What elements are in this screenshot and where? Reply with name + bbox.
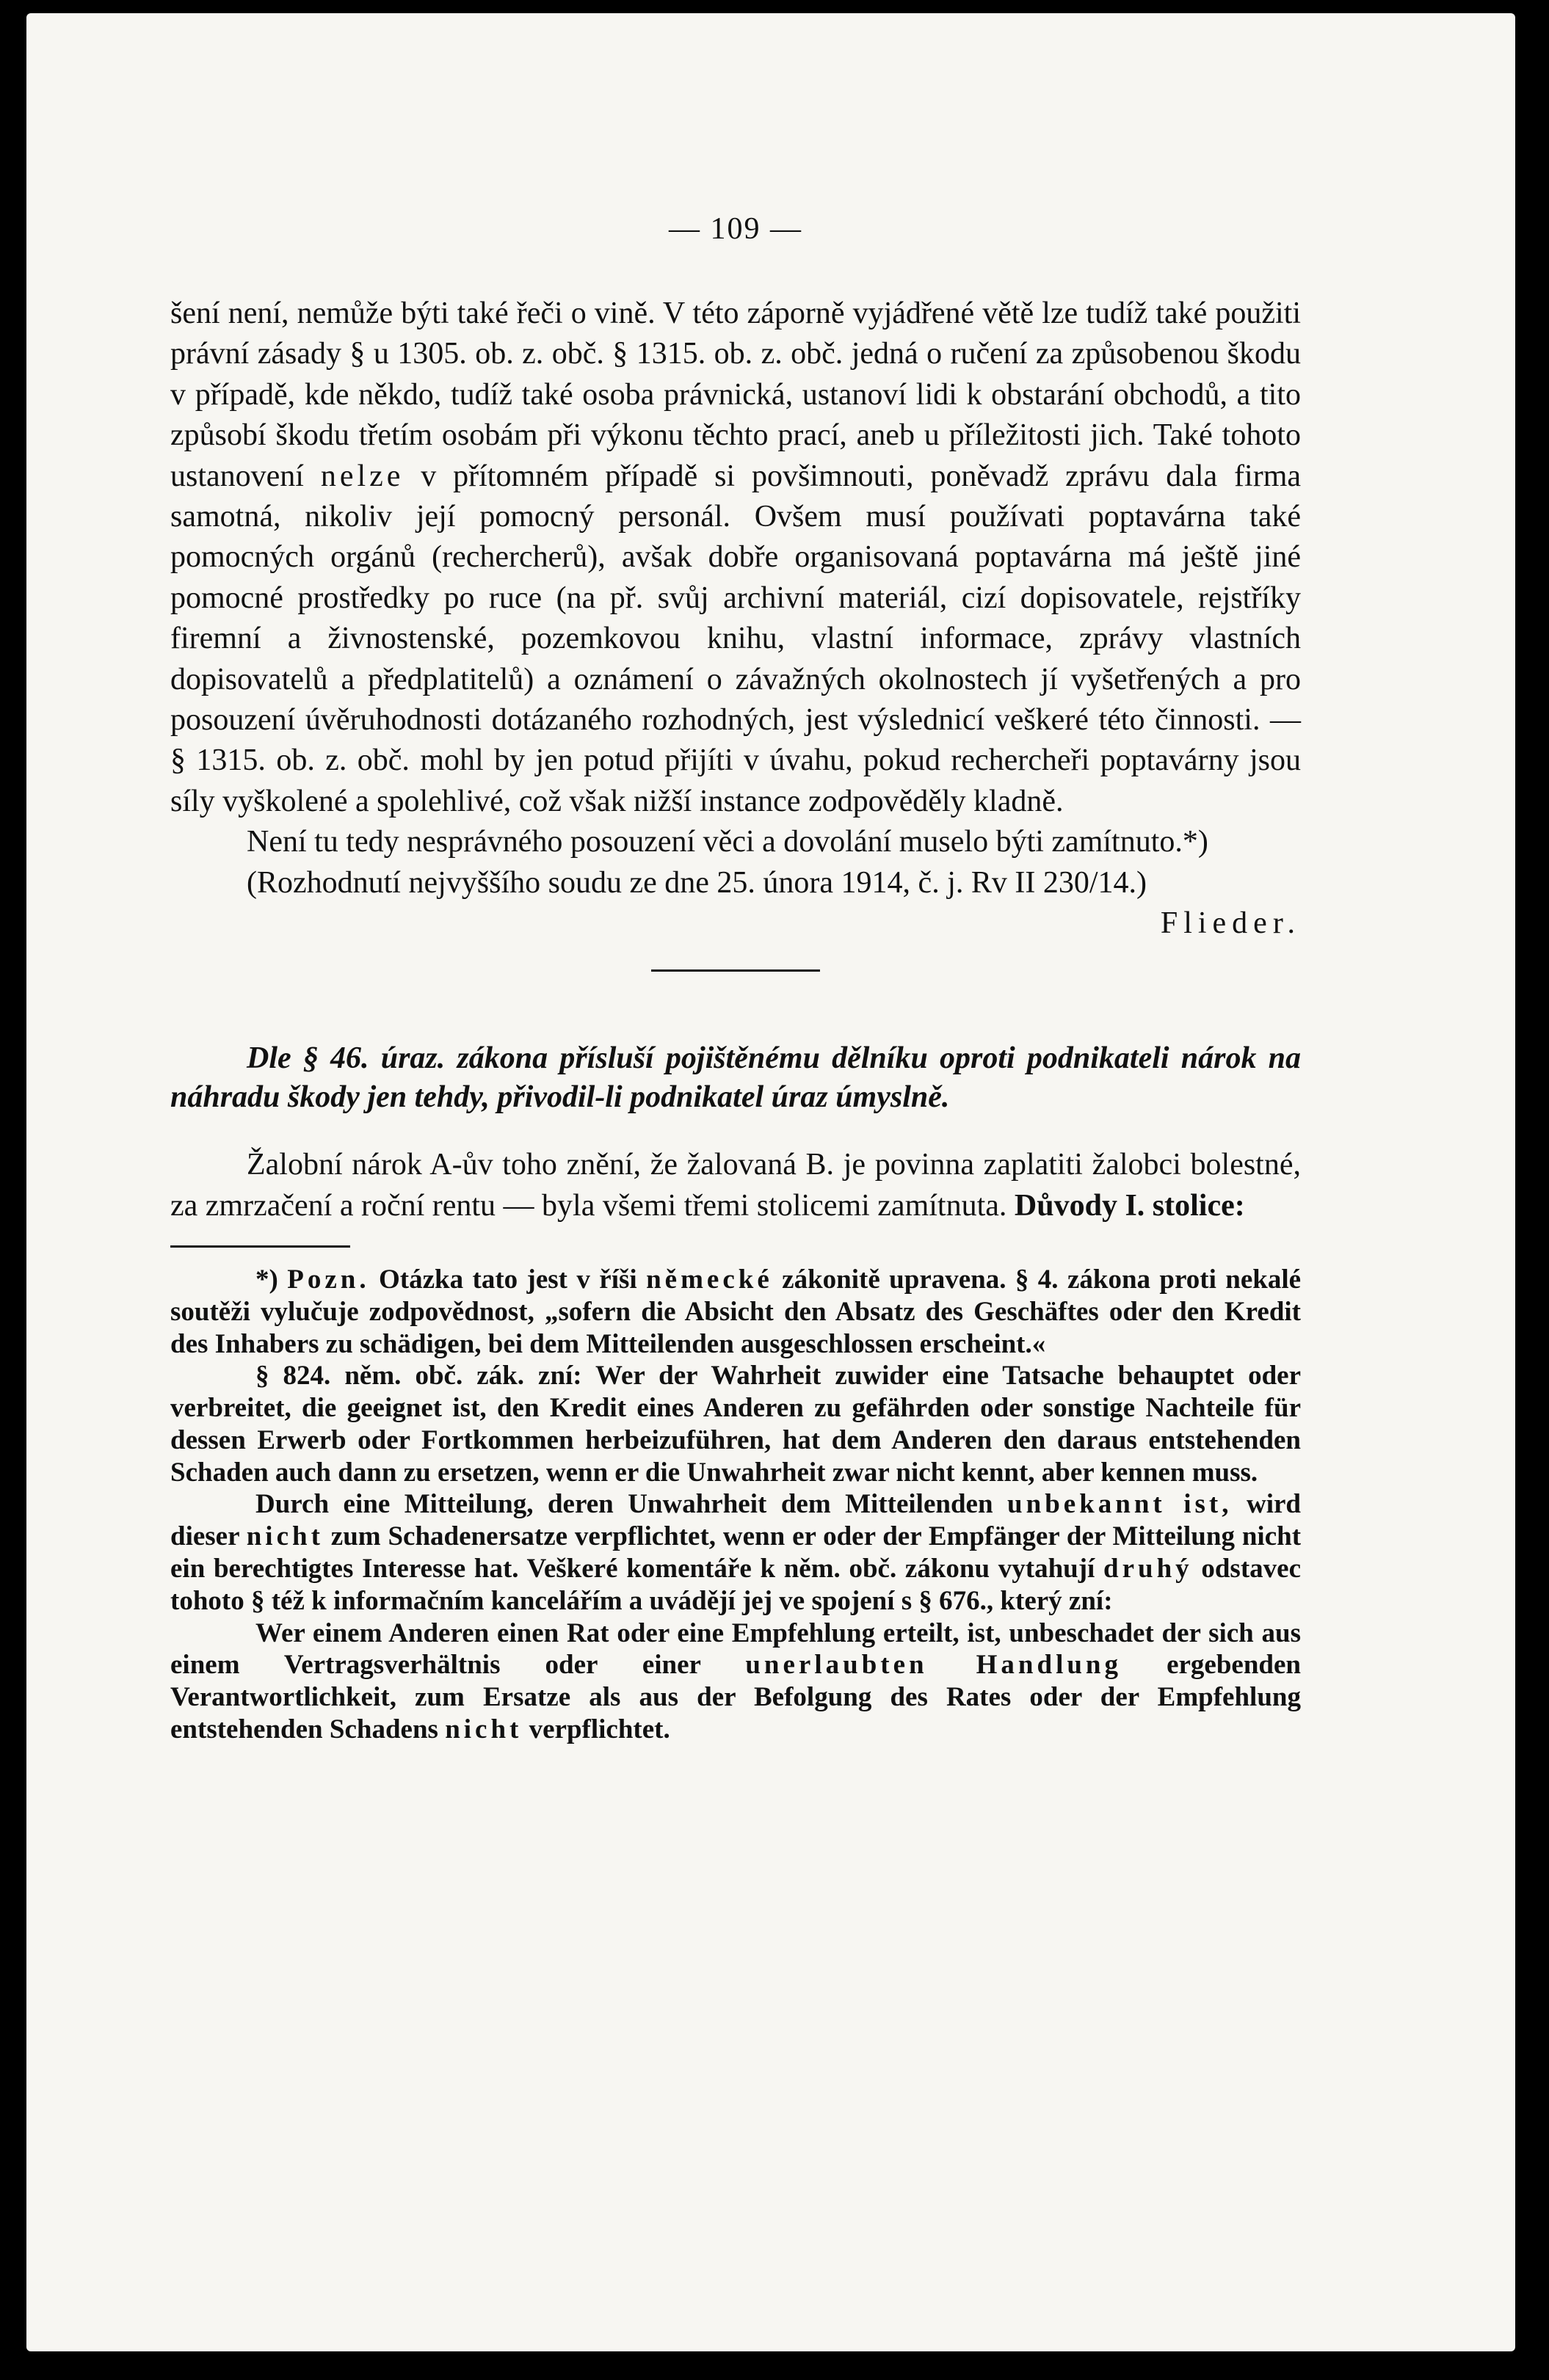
footnote-paragraph-1 [170,1264,1301,1360]
footnote-emphasis: nicht [246,1521,324,1552]
text-block [170,211,1301,1746]
footnote-paragraph-3 [170,1488,1301,1617]
footnote-text: Otázka tato jest v říši [379,1264,637,1295]
footnote-emphasis: druhý [1103,1554,1193,1584]
footnote-label: Pozn. [287,1264,370,1295]
footnote-emphasis: nicht [445,1714,523,1745]
headnote: Dle § 46. úraz. zákona přísluší pojištěnému dělníku oproti podnikateli nárok na náhradu škody jen tehdy, přivodil-li podnikatel úraz úmyslně. [170,1041,1301,1115]
footnote-text: Wer einem Anderen einen Rat oder eine Empfehlung erteilt, ist, unbeschadet der sich aus einem Vertragsverhältnis oder einer [170,1617,1301,1681]
footnote-text: verpflichtet. [529,1714,670,1745]
footnote-marker: *) [255,1264,278,1295]
continuation-text: šení není, nemůže býti také řeči o vině. V této záporně vyjádřené větě lze tudíž také použiti právní zásady § u 1305. ob. z. obč. § 1315. ob. z. obč. jedná o ručení za způsobenou škodu v případě, kde někdo, tudíž také osoba právnická, ustanoví lidi k obstarání obchodů, a tito způsobí škodu třetím osobám při výkonu těchto prací, aneb u příležitosti jich. Také tohoto ustanovení [170,296,1301,493]
conclusion-paragraph: Není tu tedy nesprávného posouzení věci a dovolání muselo býti zamítnuto.*) [247,825,1208,859]
continuation-paragraph [170,294,1301,822]
page-number: — 109 — [669,212,802,246]
footnote-text: wird dieser [170,1489,1301,1552]
reasons-heading: Důvody I. stolice: [1014,1188,1245,1223]
section-divider [651,969,820,972]
footnote-text: zum Schadenersatze verpflichtet, wenn er oder der Empfänger der Mitteilung nicht ein berechtigtes Interesse hat. Veškeré komentáře k něm. obč. zákonu vytahují [170,1521,1302,1584]
continuation-rest: v přítomném případě si povšimnouti, poněvadž zprávu dala firma samotná, nikoliv její pomocný personál. Ovšem musí používati poptavárna také pomocných orgánů (rechercherů), avšak dobře organisovaná poptavárna má ještě jiné pomocné prostředky po ruce (na př. svůj archivní materiál, cizí dopisovatele, rejstříky firemní a živnostenské, pozemkovou knihu, vlastní informace, zprávy vlastních dopisovatelů a předplatitelů) a oznámení o závažných okolnostech jí vyšetřených a pro posouzení úvěruhodnosti dotázaného rozhodných, jest výslednicí veškeré této činnosti. — § 1315. ob. z. obč. mohl by jen potud přijíti v úvahu, pokud rechercheři poptavárny jsou síly vyškolené a spolehlivé, což však nižší instance zodpověděly kladně. [170,459,1302,818]
footnote-emphasis: unerlaubten Handlung [745,1650,1122,1681]
citation-paragraph [170,863,1301,941]
footnote-emphasis: unbekannt ist, [1007,1489,1233,1520]
document-page [26,13,1515,2351]
footnote-text: zákonitě upravena. § 4. zákona proti nekalé soutěži vylučuje zodpovědnost, „sofern die Absicht den Absatz des Geschäftes oder den Kredit des Inhabers zu schädigen, bei dem Mitteilenden ausgeschlossen erscheint.« [170,1264,1302,1359]
author-signature: Flieder. [1160,906,1301,941]
footnote-paragraph-4 [170,1617,1301,1746]
footnote-text: odstavec tohoto § též k informačním kancelářím a uvádějí jej ve spojení s § 676., který zní: [170,1554,1302,1616]
next-case-text: Žalobní nárok A-ův toho znění, že žalovaná B. je povinna zaplatiti žalobci bolestné, za zmrzačení a roční rentu — byla všemi třemi stolicemi zamítnuta. [170,1148,1301,1223]
footnote-emphasis: německé [646,1264,773,1295]
footnote-paragraph-2: § 824. něm. obč. zák. zní: Wer der Wahrheit zuwider eine Tatsache behauptet oder verbreitet, die geeignet ist, den Kredit eines Anderen zu gefährden oder sonstige Nachteile für dessen Erwerb oder Fortkommen herbeizuführen, hat dem Anderen den daraus entstehenden Schaden auch dann zu ersetzen, wenn er die Unwahrheit zwar nicht kennt, aber kennen muss. [170,1361,1301,1488]
next-case-paragraph [170,1145,1301,1226]
footnote-text: Durch eine Mitteilung, deren Unwahrheit dem Mitteilenden [255,1489,993,1520]
footnote-rule [170,1245,350,1248]
emphasis-nelze: nelze [320,459,405,493]
footnote-text: ergebenden Verantwortlichkeit, zum Ersatze als aus der Befolgung des Rates oder der Empfehlung entstehenden Schadens [170,1650,1301,1745]
citation-text: (Rozhodnutí nejvyššího soudu ze dne 25. února 1914, č. j. Rv II 230/14.) [247,865,1147,900]
